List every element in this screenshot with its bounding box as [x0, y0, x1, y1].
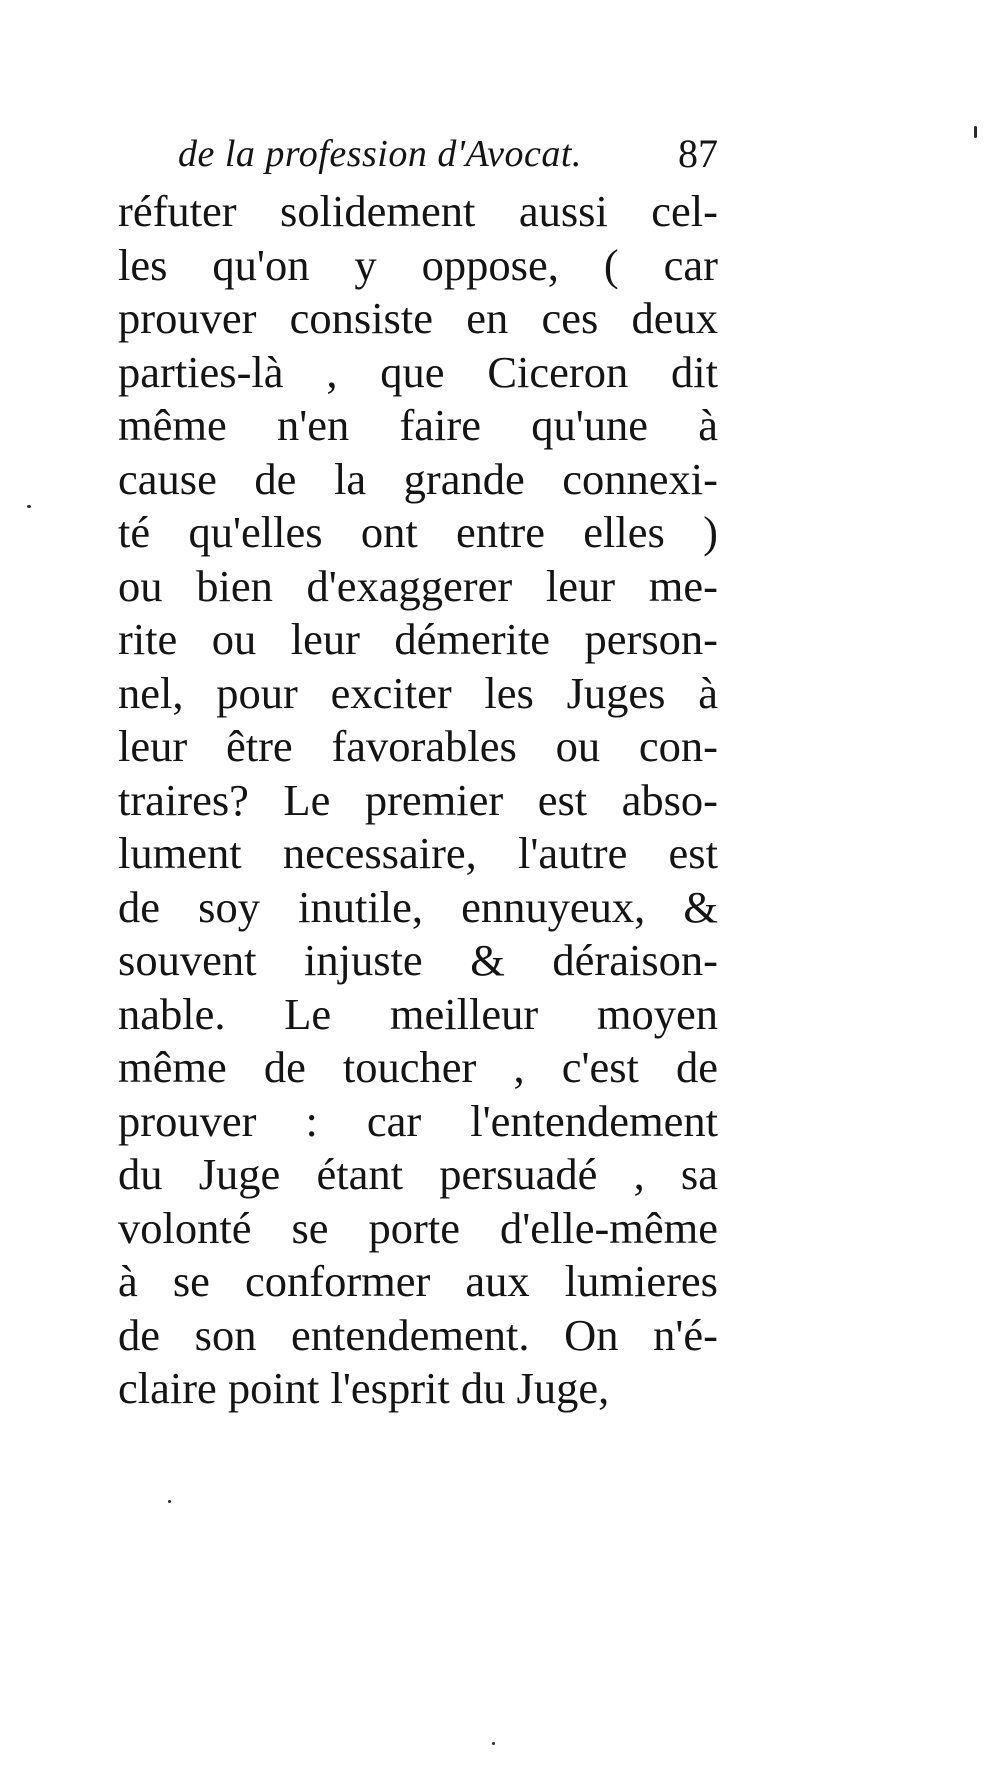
- text-line: les qu'on y oppose, ( car: [118, 239, 718, 290]
- running-title: de la profession d'Avocat.: [178, 133, 582, 175]
- text-line: parties-là , que Ciceron dit: [118, 346, 718, 397]
- text-line: à se conformer aux lumieres: [118, 1256, 718, 1306]
- text-line: prouver : car l'entendement: [118, 1095, 718, 1146]
- scan-speck: [27, 505, 31, 508]
- text-line: ou bien d'exaggerer leur me-: [118, 560, 718, 611]
- text-line: souvent injuste & déraison-: [118, 935, 718, 985]
- text-line: cause de la grande connexi-: [118, 453, 718, 504]
- scan-speck: [492, 1742, 495, 1745]
- text-line: traires? Le premier est abso-: [118, 774, 718, 825]
- scan-speck: [168, 1500, 171, 1503]
- text-line: claire point l'esprit du Juge,: [118, 1363, 610, 1413]
- running-head: [178, 128, 718, 180]
- text-line: du Juge étant persuadé , sa: [118, 1149, 718, 1199]
- text-line: nable. Le meilleur moyen: [118, 988, 718, 1039]
- page-number: 87: [678, 131, 718, 176]
- text-line: rite ou leur démerite person-: [118, 614, 718, 664]
- text-line: réfuter solidement aussi cel-: [118, 186, 718, 236]
- text-line: té qu'elles ont entre elles ): [118, 507, 718, 557]
- text-line: volonté se porte d'elle-même: [118, 1202, 718, 1253]
- text-line: même n'en faire qu'une à: [118, 400, 718, 450]
- text-line: de son entendement. On n'é-: [118, 1309, 718, 1360]
- scan-speck: [974, 126, 977, 138]
- text-line: prouver consiste en ces deux: [118, 293, 718, 343]
- text-line: lument necessaire, l'autre est: [118, 828, 718, 878]
- text-line: de soy inutile, ennuyeux, &: [118, 881, 718, 932]
- text-line: leur être favorables ou con-: [118, 721, 718, 771]
- text-line: même de toucher , c'est de: [118, 1042, 718, 1092]
- body-text: [118, 185, 718, 1416]
- text-line: nel, pour exciter les Juges à: [118, 667, 718, 718]
